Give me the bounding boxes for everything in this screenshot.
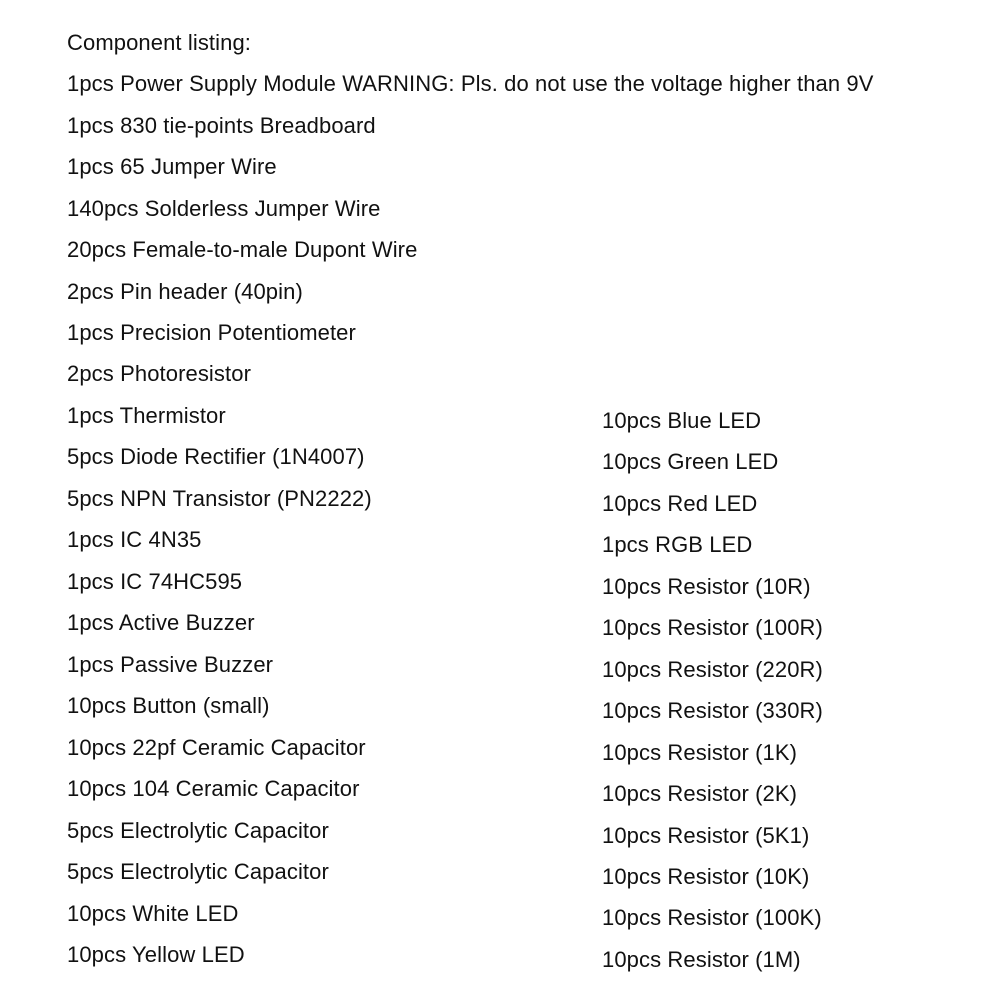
list-item: 140pcs Solderless Jumper Wire [67,196,381,221]
list-item: 10pcs White LED [67,901,239,926]
list-item: 1pcs Power Supply Module WARNING: Pls. do not use the voltage higher than 9V [67,71,874,96]
list-item: 2pcs Pin header (40pin) [67,279,303,304]
list-item: 10pcs Resistor (1K) [602,740,798,765]
list-item: 1pcs 830 tie-points Breadboard [67,113,376,138]
list-item: 5pcs NPN Transistor (PN2222) [67,486,372,511]
listing-title: Component listing: [67,30,252,55]
list-item: 10pcs Blue LED [602,408,762,433]
list-item: 10pcs Resistor (100K) [602,905,822,930]
list-item: 10pcs 104 Ceramic Capacitor [67,776,360,801]
list-item: 10pcs Red LED [602,491,758,516]
list-item: 10pcs Resistor (1M) [602,947,801,972]
list-item: 10pcs Resistor (100R) [602,615,823,640]
list-item: 20pcs Female-to-male Dupont Wire [67,237,418,262]
list-item: 10pcs Resistor (10K) [602,864,810,889]
list-item: 1pcs RGB LED [602,532,753,557]
list-item: 2pcs Photoresistor [67,361,251,386]
list-item: 1pcs Passive Buzzer [67,652,274,677]
list-item: 10pcs Button (small) [67,693,270,718]
list-item: 10pcs Green LED [602,449,779,474]
list-item: 10pcs Resistor (2K) [602,781,798,806]
list-item: 5pcs Electrolytic Capacitor [67,818,329,843]
list-item: 1pcs 65 Jumper Wire [67,154,277,179]
list-item: 1pcs IC 74HC595 [67,569,243,594]
list-item: 10pcs Resistor (10R) [602,574,811,599]
list-item: 10pcs Yellow LED [67,942,245,967]
list-item: 1pcs IC 4N35 [67,527,202,552]
list-item: 5pcs Electrolytic Capacitor [67,859,329,884]
list-item: 10pcs Resistor (220R) [602,657,823,682]
list-item: 1pcs Precision Potentiometer [67,320,356,345]
list-item: 5pcs Diode Rectifier (1N4007) [67,444,365,469]
list-item: 10pcs 22pf Ceramic Capacitor [67,735,366,760]
list-item: 1pcs Thermistor [67,403,226,428]
list-item: 1pcs Active Buzzer [67,610,255,635]
list-item: 10pcs Resistor (5K1) [602,823,810,848]
list-item: 10pcs Resistor (330R) [602,698,823,723]
